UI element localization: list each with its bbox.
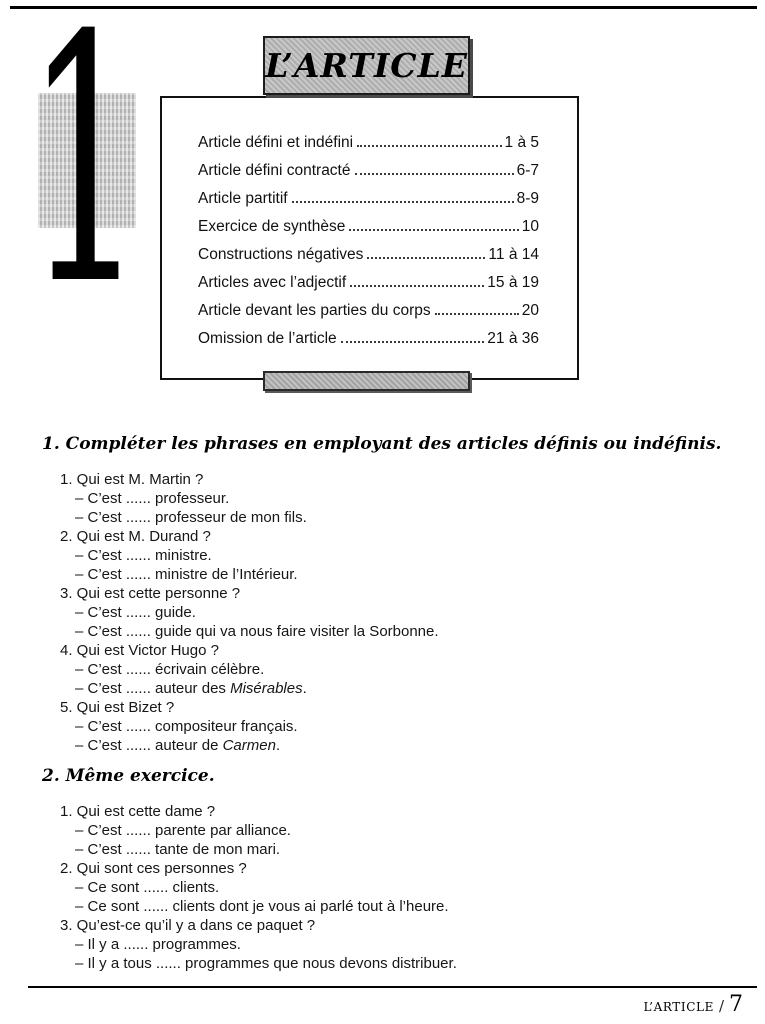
answer-line xyxy=(75,508,729,527)
answer-line xyxy=(75,660,729,679)
chapter-title: L’ARTICLE xyxy=(265,46,468,85)
question-block xyxy=(60,802,729,859)
answer-line xyxy=(75,954,729,973)
question-text: 4. Qui est Victor Hugo ? xyxy=(60,642,219,659)
answer-italic: Carmen xyxy=(222,737,276,754)
toc-dotted-leader xyxy=(349,229,518,231)
question-block xyxy=(60,470,729,527)
answer-line xyxy=(75,603,729,622)
toc-row xyxy=(198,330,539,358)
toc-row xyxy=(198,190,539,218)
answer-text: – Ce sont ...... clients dont je vous ai parlé tout à l’heure. xyxy=(75,898,449,915)
exercise-1 xyxy=(42,434,729,755)
answer-line xyxy=(75,717,729,736)
question-text: 2. Qui sont ces personnes ? xyxy=(60,860,247,877)
exercise-2 xyxy=(42,766,729,973)
toc-row xyxy=(198,218,539,246)
toc-item-label: Omission de l’article xyxy=(198,330,337,347)
answer-text: – C’est ...... professeur de mon fils. xyxy=(75,509,307,526)
toc-item-pages: 21 à 36 xyxy=(487,330,539,347)
toc-row xyxy=(198,246,539,274)
question-block xyxy=(60,641,729,698)
answer-text: – C’est ...... guide. xyxy=(75,604,196,621)
toc-item-label: Constructions négatives xyxy=(198,246,364,263)
question-text: 2. Qui est M. Durand ? xyxy=(60,528,211,545)
answer-text: – Il y a tous ...... programmes que nous devons distribuer. xyxy=(75,955,457,972)
answer-text: – C’est ...... tante de mon mari. xyxy=(75,841,281,858)
toc-row xyxy=(198,302,539,330)
answer-line xyxy=(75,821,729,840)
question-text: 3. Qu’est-ce qu’il y a dans ce paquet ? xyxy=(60,917,316,934)
question-text: 1. Qui est cette dame ? xyxy=(60,803,216,820)
question-block xyxy=(60,584,729,641)
answer-line xyxy=(75,878,729,897)
toc-row xyxy=(198,274,539,302)
answer-text-after: . xyxy=(302,680,307,697)
answer-text: – C’est ...... compositeur français. xyxy=(75,718,298,735)
answer-line xyxy=(75,935,729,954)
exercise-2-heading: 2. Même exercice. xyxy=(42,766,215,786)
question-text: 5. Qui est Bizet ? xyxy=(60,699,175,716)
toc-item-pages: 10 xyxy=(521,218,539,235)
toc-row xyxy=(198,134,539,162)
answer-text-after: . xyxy=(275,737,281,754)
answer-line xyxy=(75,897,729,916)
footer-chapter-label: L’ARTICLE xyxy=(643,1000,714,1014)
answer-text: – C’est ...... écrivain célèbre. xyxy=(75,661,265,678)
toc-item-pages: 15 à 19 xyxy=(487,274,539,291)
answer-text: – C’est ...... professeur. xyxy=(75,490,230,507)
toc-item-pages: 11 à 14 xyxy=(488,246,539,263)
answer-line xyxy=(75,489,729,508)
chapter-number-art xyxy=(0,0,170,360)
toc-dotted-leader xyxy=(367,257,485,259)
exercise-2-questions xyxy=(60,802,729,973)
chapter-contents-box xyxy=(160,96,579,380)
answer-text: – C’est ...... auteur des xyxy=(75,680,231,697)
toc-dotted-leader xyxy=(355,173,514,175)
toc-row xyxy=(198,162,539,190)
question-block xyxy=(60,916,729,973)
question-text: 3. Qui est cette personne ? xyxy=(60,585,241,602)
answer-text: – Il y a ...... programmes. xyxy=(75,936,241,953)
toc-item-label: Articles avec l’adjectif xyxy=(198,274,347,291)
question-block xyxy=(60,698,729,755)
decorative-bar xyxy=(263,371,470,391)
footer-separator: / xyxy=(718,997,724,1015)
chapter-title-box xyxy=(263,36,470,95)
toc-item-pages: 20 xyxy=(521,302,539,319)
answer-text: – Ce sont ...... clients. xyxy=(75,879,220,896)
toc-item-label: Exercice de synthèse xyxy=(198,218,346,235)
toc-item-label: Article défini et indéfini xyxy=(198,134,354,151)
toc-item-pages: 6-7 xyxy=(516,162,539,179)
footer-page-number: 7 xyxy=(729,992,743,1017)
toc-dotted-leader xyxy=(341,341,485,343)
toc-item-pages: 1 à 5 xyxy=(504,134,539,151)
page-footer xyxy=(643,992,743,1017)
toc-dotted-leader xyxy=(292,201,514,203)
answer-text: – C’est ...... ministre de l’Intérieur. xyxy=(75,566,298,583)
exercise-1-heading: 1. Compléter les phrases en employant des articles définis ou indéfinis. xyxy=(42,434,722,454)
question-text: 1. Qui est M. Martin ? xyxy=(60,471,204,488)
answer-line xyxy=(75,679,729,698)
answer-text: – C’est ...... parente par alliance. xyxy=(75,822,291,839)
toc-dotted-leader xyxy=(357,145,501,147)
answer-text: – C’est ...... auteur de xyxy=(75,737,223,754)
answer-line xyxy=(75,736,729,755)
bottom-rule xyxy=(28,986,757,988)
answer-line xyxy=(75,622,729,641)
toc-item-label: Article devant les parties du corps xyxy=(198,302,431,319)
answer-line xyxy=(75,840,729,859)
toc-dotted-leader xyxy=(435,313,519,315)
exercise-1-questions xyxy=(60,470,729,755)
answer-text: – C’est ...... guide qui va nous faire visiter la Sorbonne. xyxy=(75,623,439,640)
toc-item-label: Article défini contracté xyxy=(198,162,351,179)
toc-item-pages: 8-9 xyxy=(516,190,539,207)
toc-item-label: Article partitif xyxy=(198,190,288,207)
toc-dotted-leader xyxy=(350,285,484,287)
answer-line xyxy=(75,565,729,584)
chapter-number: 1 xyxy=(26,0,145,360)
answer-italic: Misérables xyxy=(230,680,303,697)
question-block xyxy=(60,527,729,584)
answer-text: – C’est ...... ministre. xyxy=(75,547,212,564)
question-block xyxy=(60,859,729,916)
answer-line xyxy=(75,546,729,565)
